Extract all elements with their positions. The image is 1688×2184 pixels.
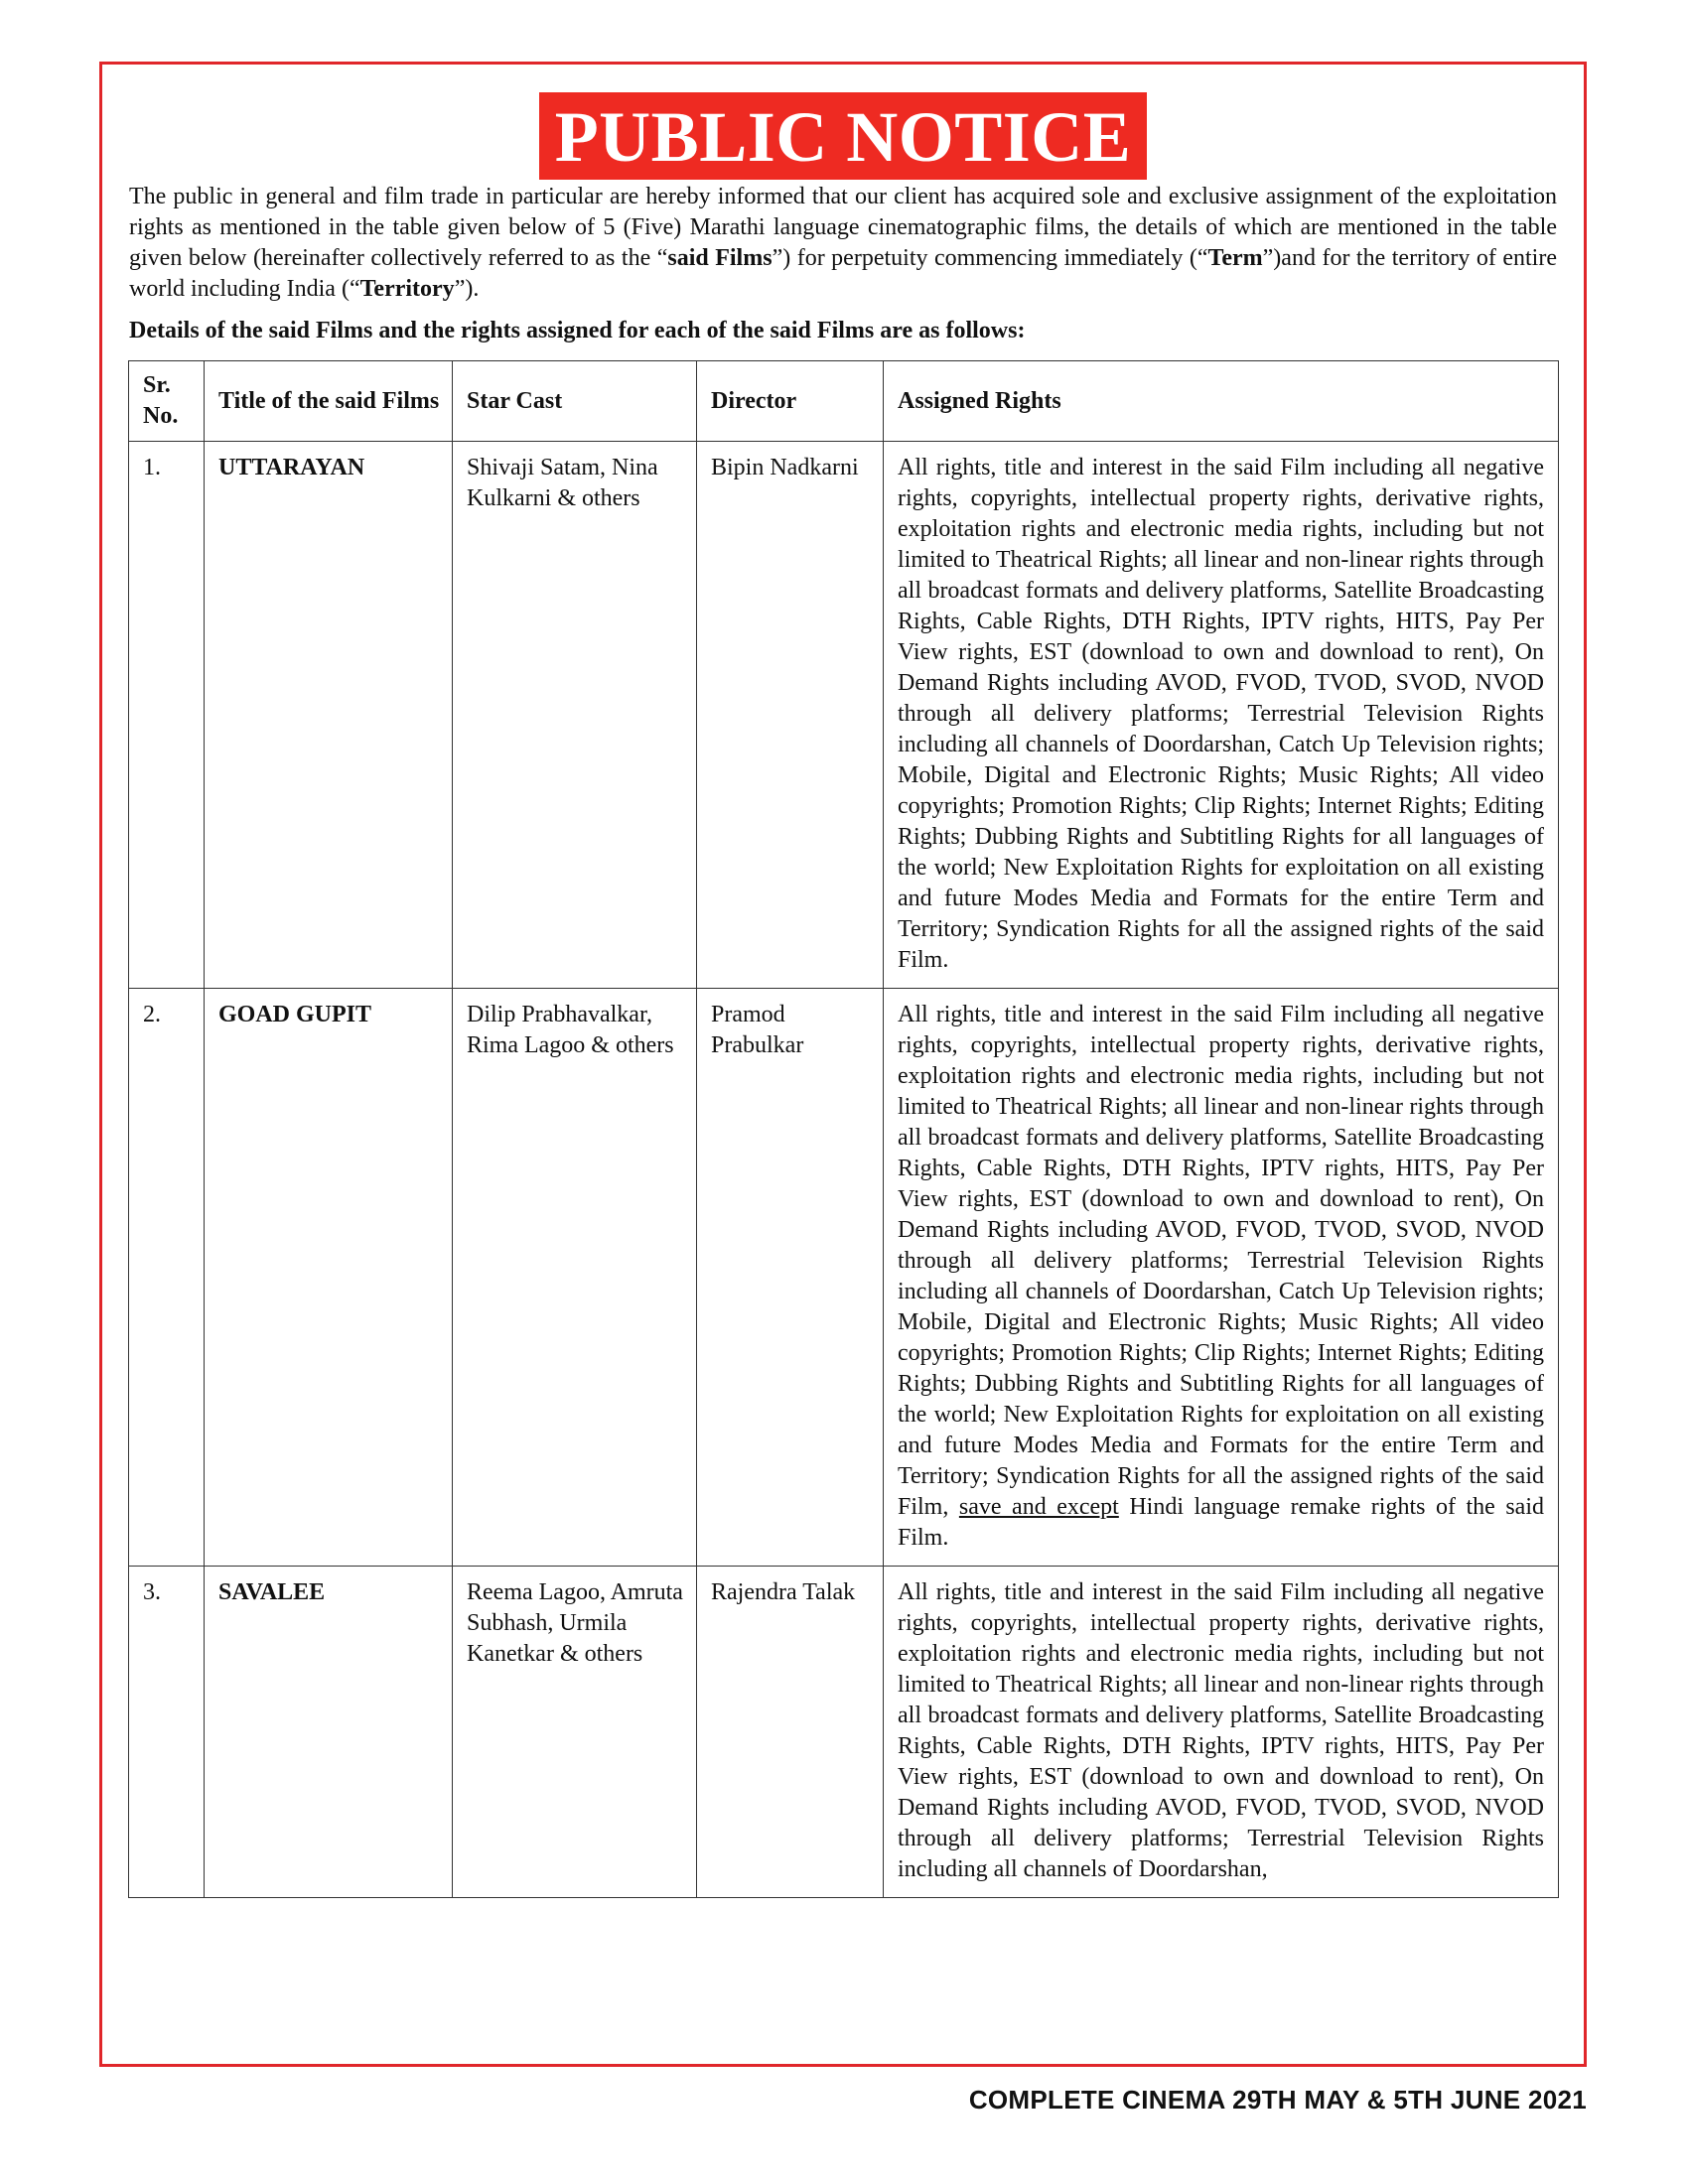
cell-director: Pramod Prabulkar [697,989,884,1567]
cell-title: GOAD GUPIT [205,989,453,1567]
cell-sr: 1. [129,442,205,989]
intro-text-4: ”). [454,276,480,302]
table-row [129,1567,1559,1898]
cell-title: SAVALEE [205,1567,453,1898]
cell-title: UTTARAYAN [205,442,453,989]
rights-text: All rights, title and interest in the said Film including all negative rights, copyrights, intellectual property rights, derivative rights, exploitation rights and electronic media rights, including but not limited to Theatrical Rights; all linear and non-linear rights through all broadcast formats and delivery platforms, Satellite Broadcasting Rights, Cable Rights, DTH Rights, IPTV rights, HITS, Pay Per View rights, EST (download to own and download to rent), On Demand Rights including AVOD, FVOD, TVOD, SVOD, NVOD through all delivery platforms; Terrestrial Television Rights including all channels of Doordarshan, Catch Up Television rights; Mobile, Digital and Electronic Rights; Music Rights; All video copyrights; Promotion Rights; Clip Rights; Internet Rights; Editing Rights; Dubbing Rights and Subtitling Rights for all languages of the world; New Exploitation Rights for exploitation on all existing and future Modes Media and Formats for the entire Term and Territory; Syndication Rights for all the assigned rights of the said Film. [898,455,1544,973]
cell-rights [884,989,1559,1567]
table-header-row [129,361,1559,442]
intro-paragraph [129,182,1557,305]
rights-text: All rights, title and interest in the said Film including all negative rights, copyrights, intellectual property rights, derivative rights, exploitation rights and electronic media rights, including but not limited to Theatrical Rights; all linear and non-linear rights through all broadcast formats and delivery platforms, Satellite Broadcasting Rights, Cable Rights, DTH Rights, IPTV rights, HITS, Pay Per View rights, EST (download to own and download to rent), On Demand Rights including AVOD, FVOD, TVOD, SVOD, NVOD through all delivery platforms; Terrestrial Television Rights including all channels of Doordarshan, [898,1579,1544,1882]
header-title: Title of the said Films [205,361,453,442]
table-row [129,989,1559,1567]
cell-cast: Shivaji Satam, Nina Kulkarni & others [453,442,697,989]
notice-title: PUBLIC NOTICE [539,92,1148,180]
header-rights: Assigned Rights [884,361,1559,442]
title-wrap [102,92,1584,180]
rights-text: All rights, title and interest in the said Film including all negative rights, copyrights, intellectual property rights, derivative rights, exploitation rights and electronic media rights, including but not limited to Theatrical Rights; all linear and non-linear rights through all broadcast formats and delivery platforms, Satellite Broadcasting Rights, Cable Rights, DTH Rights, IPTV rights, HITS, Pay Per View rights, EST (download to own and download to rent), On Demand Rights including AVOD, FVOD, TVOD, SVOD, NVOD through all delivery platforms; Terrestrial Television Rights including all channels of Doordarshan, Catch Up Television rights; Mobile, Digital and Electronic Rights; Music Rights; All video copyrights; Promotion Rights; Clip Rights; Internet Rights; Editing Rights; Dubbing Rights and Subtitling Rights for all languages of the world; New Exploitation Rights for exploitation on all existing and future Modes Media and Formats for the entire Term and Territory; Syndication Rights for all the assigned rights of the said Film, [898,1002,1544,1520]
films-table [128,360,1559,1898]
header-sr: Sr. No. [129,361,205,442]
header-cast: Star Cast [453,361,697,442]
header-director: Director [697,361,884,442]
notice-frame [99,62,1587,2067]
cell-rights [884,442,1559,989]
rights-tail: Hindi language remake rights of the said Film. [898,1494,1544,1551]
details-heading: Details of the said Films and the rights assigned for each of the said Films are as follows: [129,318,1026,343]
cell-rights [884,1567,1559,1898]
intro-text-3: ”)and for the territory of entire world including India (“ [129,245,1557,302]
rights-underlined: save and except [958,1494,1119,1520]
intro-territory: Territory [359,276,455,302]
cell-sr: 2. [129,989,205,1567]
cell-cast: Reema Lagoo, Amruta Subhash, Urmila Kanetkar & others [453,1567,697,1898]
cell-director: Rajendra Talak [697,1567,884,1898]
footer-publication: COMPLETE CINEMA 29TH MAY & 5TH JUNE 2021 [968,2085,1587,2115]
intro-text-2: ”) for perpetuity commencing immediately (“ [772,245,1208,271]
intro-text-1: The public in general and film trade in particular are hereby informed that our client has acquired sole and exclusive assignment of the exploitation rights as mentioned in the table given below of 5 (Five) Marathi language cinematographic films, the details of which are mentioned in the table given below (hereinafter collectively referred to as the “ [129,184,1557,271]
intro-said-films: said Films [667,245,773,271]
table-row [129,442,1559,989]
cell-sr: 3. [129,1567,205,1898]
intro-term: Term [1207,245,1263,271]
cell-cast: Dilip Prabhavalkar, Rima Lagoo & others [453,989,697,1567]
cell-director: Bipin Nadkarni [697,442,884,989]
